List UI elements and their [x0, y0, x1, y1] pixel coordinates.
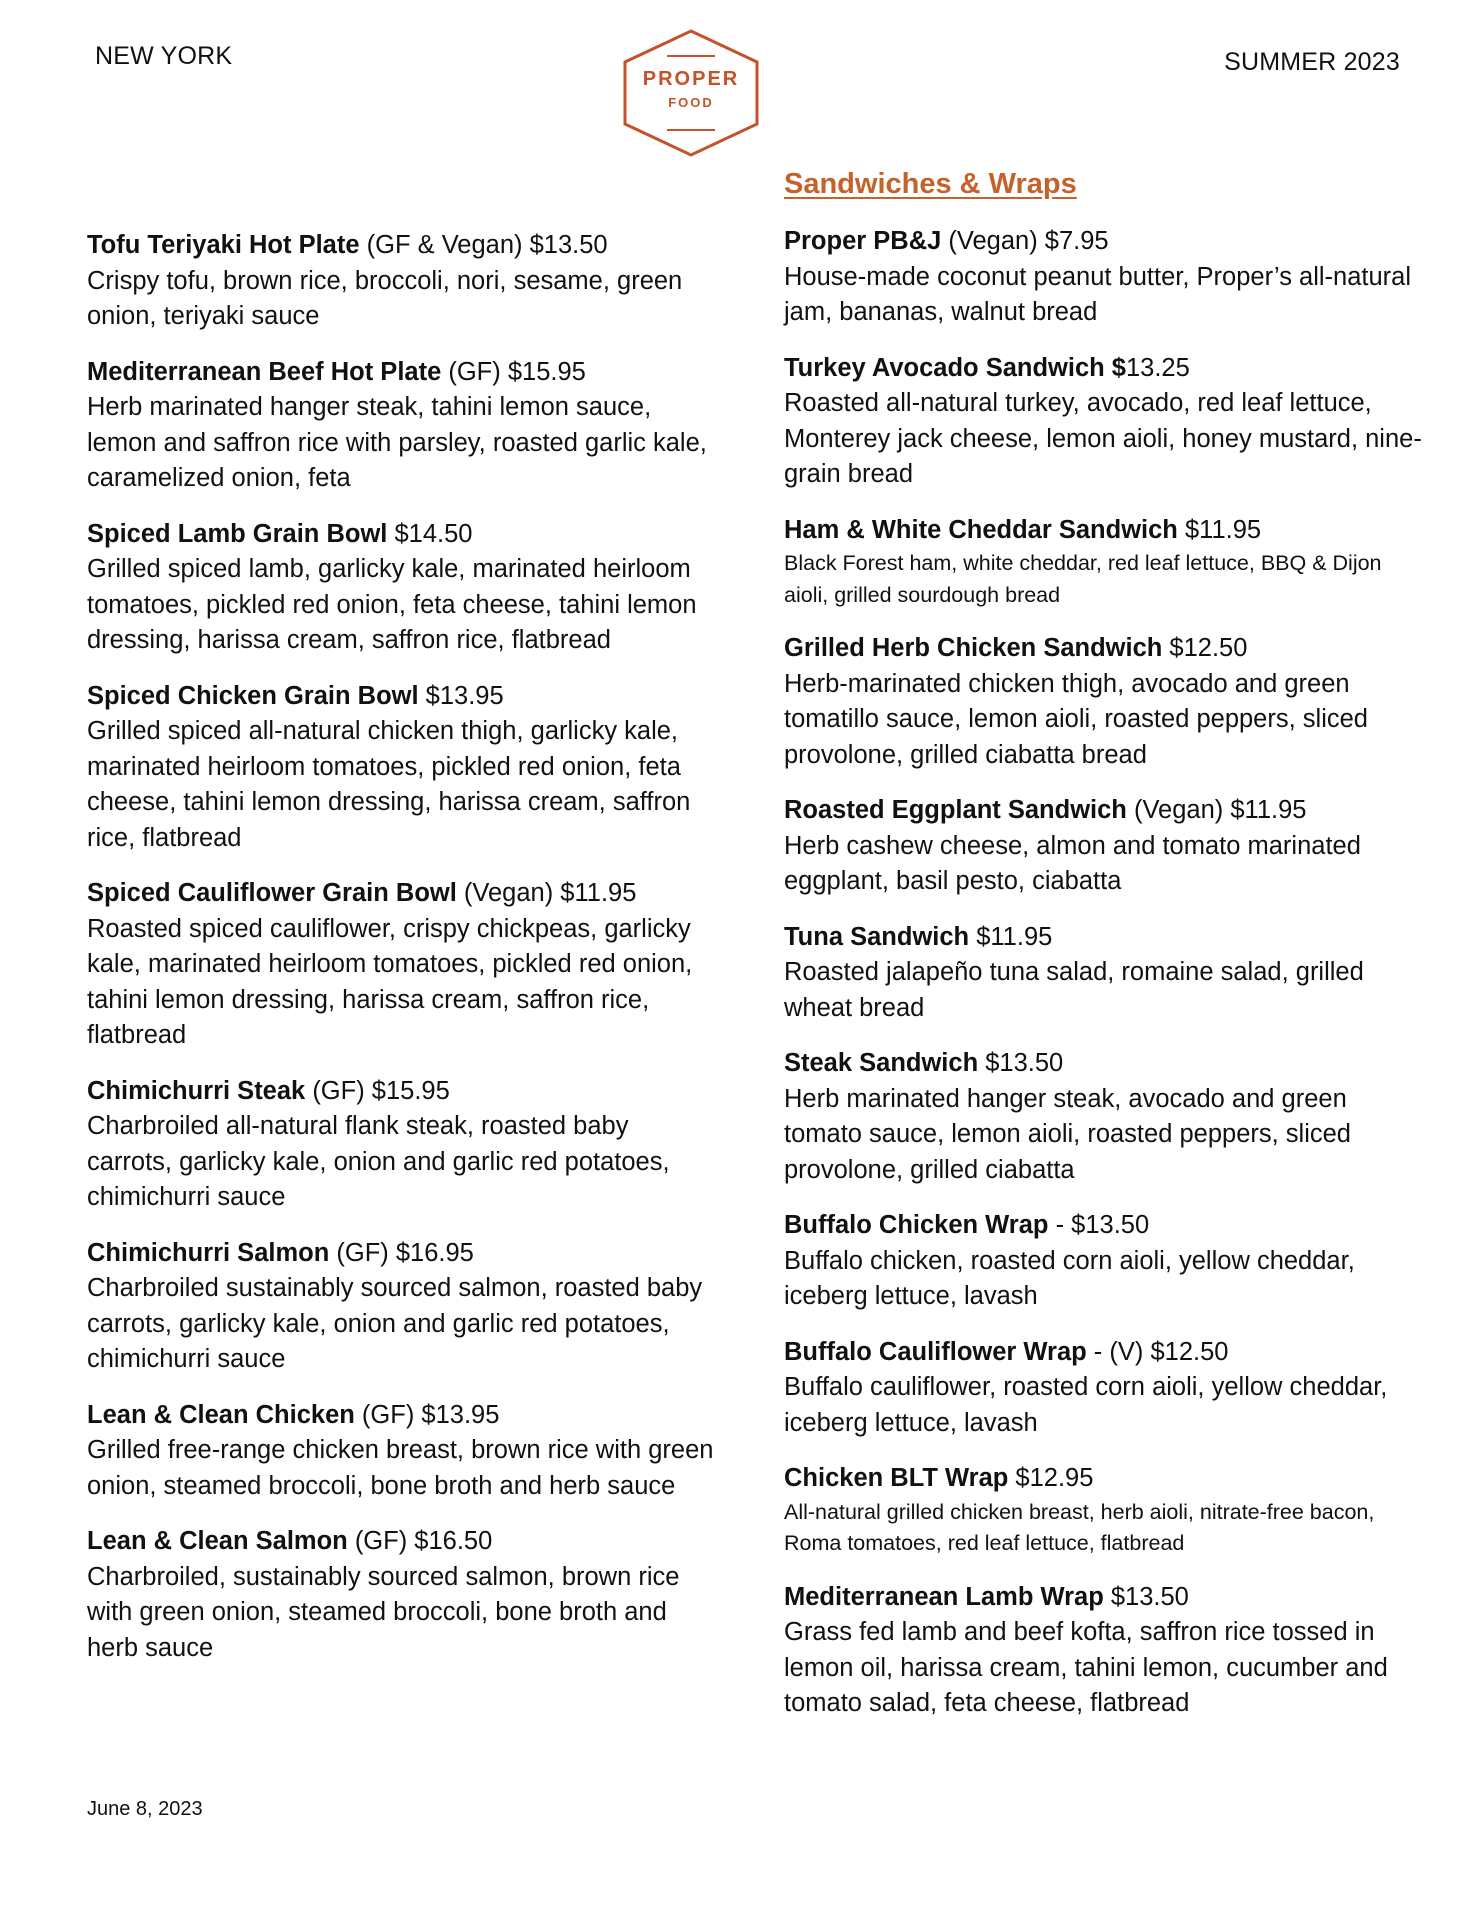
- item-name: Buffalo Cauliflower Wrap: [784, 1337, 1087, 1366]
- item-price: (Vegan) $7.95: [941, 227, 1109, 255]
- item-description: Roasted spiced cauliflower, crispy chickpeas, garlicky kale, marinated heirloom tomatoes, pickled red onion, tahini lemon dressing, harissa cream, saffron rice, flatbread: [87, 914, 693, 1049]
- item-description: Roasted all-natural turkey, avocado, red leaf lettuce, Monterey jack cheese, lemon aioli, honey mustard, nine-grain bread: [784, 389, 1422, 488]
- menu-item: [87, 1236, 717, 1378]
- item-name: Mediterranean Beef Hot Plate: [87, 357, 442, 386]
- item-price: (Vegan) $11.95: [1126, 796, 1307, 824]
- menu-item: [87, 679, 717, 857]
- location-label: NEW YORK: [95, 42, 233, 70]
- item-description: Roasted jalapeño tuna salad, romaine salad, grilled wheat bread: [784, 958, 1364, 1022]
- item-price: $12.95: [1008, 1464, 1094, 1492]
- item-description: Grilled free-range chicken breast, brown rice with green onion, steamed broccoli, bone broth and herb sauce: [87, 1436, 714, 1500]
- menu-item: [87, 1398, 717, 1505]
- item-name: Ham & White Cheddar Sandwich: [784, 515, 1178, 544]
- menu-item: [784, 920, 1424, 1027]
- item-description: Crispy tofu, brown rice, broccoli, nori, sesame, green onion, teriyaki sauce: [87, 266, 683, 330]
- logo-text-proper: PROPER: [642, 68, 740, 90]
- item-name: Turkey Avocado Sandwich $: [784, 353, 1126, 382]
- item-description: Black Forest ham, white cheddar, red leaf lettuce, BBQ & Dijon aioli, grilled sourdough bread: [784, 551, 1382, 607]
- sandwiches-wraps-column: [784, 164, 1424, 1742]
- item-name: Spiced Chicken Grain Bowl: [87, 681, 419, 710]
- section-title: Sandwiches & Wraps: [784, 168, 1077, 200]
- menu-item: [784, 1461, 1424, 1560]
- item-name: Spiced Lamb Grain Bowl: [87, 519, 388, 548]
- menu-item: [784, 513, 1424, 612]
- item-description: Grilled spiced all-natural chicken thigh, garlicky kale, marinated heirloom tomatoes, pickled red onion, feta cheese, tahini lemon dressing, harissa cream, saffron rice, flatbread: [87, 717, 691, 852]
- item-price: - (V) $12.50: [1086, 1337, 1229, 1366]
- season-label: SUMMER 2023: [1224, 48, 1400, 76]
- item-price: (GF) $16.50: [347, 1527, 493, 1555]
- menu-item: [784, 1580, 1424, 1722]
- item-description: Charbroiled all-natural flank steak, roasted baby carrots, garlicky kale, onion and garlic red potatoes, chimichurri sauce: [87, 1112, 670, 1211]
- menu-item: [784, 1335, 1424, 1442]
- item-name: Chicken BLT Wrap: [784, 1464, 1009, 1492]
- item-price: $13.95: [418, 681, 504, 710]
- menu-item: [87, 517, 717, 659]
- item-price: (GF & Vegan) $13.50: [359, 231, 608, 259]
- proper-food-logo: [620, 28, 762, 158]
- menu-item: [87, 1074, 717, 1216]
- item-name: Grilled Herb Chicken Sandwich: [784, 634, 1163, 662]
- logo-hexagon-icon: [620, 28, 762, 158]
- item-price: - $13.50: [1048, 1211, 1150, 1239]
- menu-item: [87, 228, 717, 335]
- logo-text-food: FOOD: [668, 95, 714, 110]
- menu-item: [87, 355, 717, 497]
- item-description: Buffalo chicken, roasted corn aioli, yellow cheddar, iceberg lettuce, lavash: [784, 1246, 1355, 1310]
- item-description: Herb-marinated chicken thigh, avocado and green tomatillo sauce, lemon aioli, roasted peppers, sliced provolone, grilled ciabatta bread: [784, 669, 1368, 769]
- item-description: Herb cashew cheese, almon and tomato marinated eggplant, basil pesto, ciabatta: [784, 831, 1361, 895]
- item-description: All-natural grilled chicken breast, herb aioli, nitrate-free bacon, Roma tomatoes, red leaf lettuce, flatbread: [784, 1499, 1375, 1555]
- item-price: $13.50: [1103, 1582, 1189, 1611]
- item-description: Grilled spiced lamb, garlicky kale, marinated heirloom tomatoes, pickled red onion, feta cheese, tahini lemon dressing, harissa cream, saffron rice, flatbread: [87, 555, 697, 654]
- menu-item: [784, 793, 1424, 900]
- menu-date: June 8, 2023: [87, 1798, 203, 1820]
- item-description: Herb marinated hanger steak, tahini lemon sauce, lemon and saffron rice with parsley, roasted garlic kale, caramelized onion, feta: [87, 393, 707, 492]
- item-description: Charbroiled sustainably sourced salmon, roasted baby carrots, garlicky kale, onion and garlic red potatoes, chimichurri sauce: [87, 1274, 703, 1373]
- item-price: $12.50: [1162, 634, 1248, 662]
- item-name: Chimichurri Salmon: [87, 1238, 330, 1267]
- item-price: $11.95: [969, 922, 1053, 951]
- item-description: Buffalo cauliflower, roasted corn aioli, yellow cheddar, iceberg lettuce, lavash: [784, 1373, 1388, 1437]
- item-name: Roasted Eggplant Sandwich: [784, 796, 1127, 824]
- item-name: Mediterranean Lamb Wrap: [784, 1582, 1104, 1611]
- item-description: Charbroiled, sustainably sourced salmon, brown rice with green onion, steamed broccoli, bone broth and herb sauce: [87, 1562, 680, 1662]
- item-price: (GF) $13.95: [354, 1400, 500, 1429]
- item-price: (GF) $15.95: [305, 1076, 450, 1105]
- menu-item: [784, 631, 1424, 773]
- hot-plates-column: [87, 228, 717, 1686]
- item-name: Proper PB&J: [784, 227, 942, 255]
- item-description: Grass fed lamb and beef kofta, saffron rice tossed in lemon oil, harissa cream, tahini lemon, cucumber and tomato salad, feta cheese, flatbread: [784, 1618, 1388, 1717]
- item-price: $11.95: [1177, 515, 1262, 544]
- menu-item: [784, 351, 1424, 493]
- menu-item: [87, 1524, 717, 1666]
- item-name: Tofu Teriyaki Hot Plate: [87, 231, 360, 259]
- menu-item: [87, 876, 717, 1054]
- item-name: Chimichurri Steak: [87, 1076, 306, 1105]
- item-name: Steak Sandwich: [784, 1049, 979, 1077]
- menu-item: [784, 1046, 1424, 1188]
- menu-item: [784, 224, 1424, 331]
- item-name: Buffalo Chicken Wrap: [784, 1211, 1049, 1239]
- item-price: $14.50: [387, 519, 473, 548]
- item-name: Lean & Clean Salmon: [87, 1527, 348, 1555]
- item-name: Tuna Sandwich: [784, 922, 970, 951]
- item-price: (GF) $16.95: [329, 1238, 474, 1267]
- item-description: House-made coconut peanut butter, Proper’s all-natural jam, bananas, walnut bread: [784, 262, 1412, 326]
- menu-item: [784, 1208, 1424, 1315]
- item-price: (GF) $15.95: [441, 357, 586, 386]
- item-name: Lean & Clean Chicken: [87, 1400, 355, 1429]
- item-price: $13.50: [978, 1049, 1064, 1077]
- item-name: Spiced Cauliflower Grain Bowl: [87, 879, 457, 907]
- item-description: Herb marinated hanger steak, avocado and green tomato sauce, lemon aioli, roasted peppers, sliced provolone, grilled ciabatta: [784, 1084, 1351, 1184]
- item-price: 13.25: [1125, 353, 1190, 382]
- item-price: (Vegan) $11.95: [456, 879, 637, 907]
